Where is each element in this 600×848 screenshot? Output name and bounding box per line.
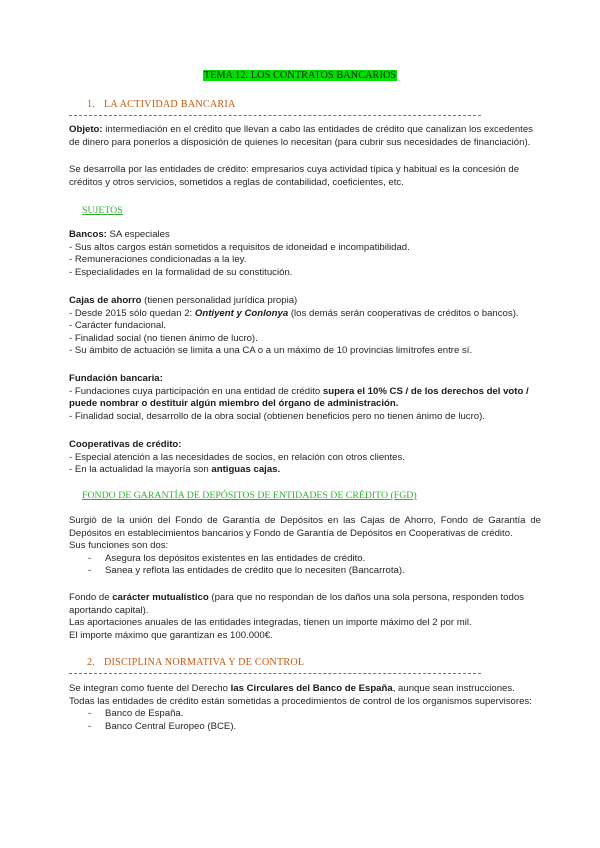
fondo-block	[69, 592, 541, 642]
fondo-paragraph: Fondo de carácter mutualístico (para que no respondan de los daños una sola persona, responden todos aportando capital).	[69, 592, 524, 616]
cooperativas-title: Cooperativas de crédito:	[69, 439, 182, 450]
aportaciones-paragraph: Las aportaciones anuales de las entidades integradas, tienen un importe máximo del 2 por mil.	[69, 617, 472, 629]
fgd-origin: Surgió de la unión del Fondo de Garantía de Depósitos en las Cajas de Ahorro, Fondo de Garantía de Depósitos en establecimientos bancarios y Fondo de Garantía de Depósitos en Cooperativas de crédito.	[69, 515, 541, 539]
list-item: - Banco Central Europeo (BCE).	[88, 720, 237, 732]
list-item: - Especialidades en la formalidad de su constitución.	[69, 266, 293, 278]
fundacion-block	[69, 373, 541, 423]
sujetos-heading: SUJETOS	[82, 205, 123, 216]
list-item: - Banco de España.	[88, 708, 184, 720]
section-2-heading: 2. DISCIPLINA NORMATIVA Y DE CONTROL	[87, 657, 305, 668]
fgd-heading: FONDO DE GARANTÍA DE DEPÓSITOS DE ENTIDADES DE CRÉDITO (FGD)	[82, 490, 417, 501]
bancos-title: Bancos: SA especiales	[69, 229, 170, 240]
section-1-divider	[69, 115, 481, 116]
cajas-block	[69, 295, 541, 358]
list-item: - Sus altos cargos están sometidos a requisitos de idoneidad e incompatibilidad.	[69, 241, 410, 253]
list-item: - En la actualidad la mayoría son antiguas cajas.	[69, 464, 281, 476]
list-item: - Fundaciones cuya participación en una entidad de crédito supera el 10% CS / de los derechos del voto / puede nombrar o destituir algún miembro del órgano de administración.	[69, 385, 529, 410]
document-title: TEMA 12. LOS CONTRATOS BANCARIOS	[203, 70, 397, 81]
importe-paragraph: El importe máximo que garantizan es 100.000€.	[69, 629, 273, 641]
desarrolla-paragraph: Se desarrolla por las entidades de crédito: empresarios cuya actividad típica y habitual es la concesión de créditos y otros servicios, sometidos a reglas de contabilidad, coeficientes, etc.	[69, 164, 520, 188]
cooperativas-block	[69, 439, 541, 477]
list-item: - Finalidad social (no tienen ánimo de lucro).	[69, 332, 258, 344]
list-item: - Su ámbito de actuación se limita a una CA o a un máximo de 10 provincias limítrofes entre sí.	[69, 345, 473, 357]
fundacion-title: Fundación bancaria:	[69, 373, 163, 384]
section-1-heading: 1. LA ACTIVIDAD BANCARIA	[87, 99, 236, 110]
section-2-divider	[69, 673, 481, 674]
objeto-paragraph: Objeto: intermediación en el crédito que llevan a cabo las entidades de crédito que canalizan los excedentes de dinero para ponerlos a disposición de quienes lo necesitan (para cubrir sus necesidades de financiación).	[69, 124, 533, 148]
list-item: - Asegura los depósitos existentes en las entidades de crédito.	[88, 552, 366, 564]
fgd-funciones: Sus funciones son dos:	[69, 540, 169, 552]
list-item: - Carácter fundacional.	[69, 320, 167, 332]
list-item: - Sanea y reflota las entidades de crédito que lo necesiten (Bancarrota).	[88, 565, 405, 577]
integran-paragraph: Se integran como fuente del Derecho las Circulares del Banco de España, aunque sean instrucciones.	[69, 683, 515, 694]
fgd-block	[69, 515, 541, 578]
list-item: - Finalidad social, desarrollo de la obra social (obtienen beneficios pero no tienen ánimo de lucro).	[69, 410, 485, 422]
list-item: - Especial atención a las necesidades de socios, en relación con otros clientes.	[69, 451, 405, 463]
todas-paragraph: Todas las entidades de crédito están sometidas a procedimientos de control de los organismos supervisores:	[69, 695, 532, 707]
bancos-block	[69, 229, 541, 279]
list-item: - Remuneraciones condicionadas a la ley.	[69, 254, 247, 266]
list-item: - Desde 2015 sólo quedan 2: Ontiyent y Conlonya (los demás serán cooperativas de créditos o bancos).	[69, 307, 519, 319]
cajas-title: Cajas de ahorro (tienen personalidad jurídica propia)	[69, 295, 298, 306]
disciplina-block	[69, 683, 541, 733]
